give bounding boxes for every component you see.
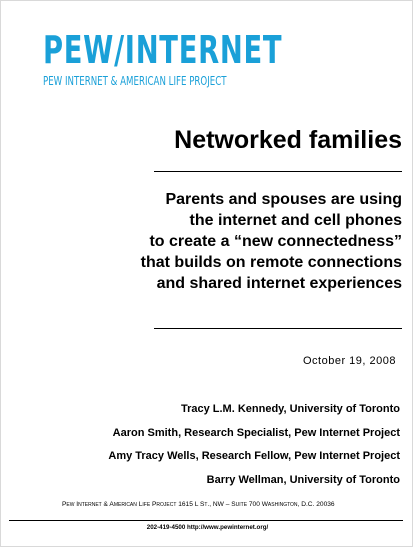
report-title: Networked families	[174, 126, 402, 154]
logo-wordmark: PEW/INTERNET	[43, 28, 283, 72]
report-date: October 19, 2008	[302, 355, 396, 367]
footer-contact: 202-419-4500 http://www.pewinternet.org/	[146, 524, 269, 531]
subtitle-line: the internet and cell phones	[189, 212, 402, 229]
divider-bottom	[9, 520, 403, 521]
author-line: Amy Tracy Wells, Research Fellow, Pew Internet Project	[108, 450, 400, 463]
subtitle-line: that builds on remote connections	[140, 254, 402, 271]
logo-tagline: PEW INTERNET & AMERICAN LIFE PROJECT	[43, 74, 227, 88]
subtitle-line: Parents and spouses are using	[165, 191, 402, 208]
divider-middle	[154, 328, 402, 329]
pew-internet-logo	[43, 28, 375, 88]
author-list	[108, 398, 400, 492]
subtitle-line: and shared internet experiences	[156, 275, 402, 292]
report-subtitle	[102, 189, 402, 294]
divider-top	[154, 171, 402, 172]
author-line: Aaron Smith, Research Specialist, Pew Internet Project	[112, 426, 400, 439]
footer-address: Pew Internet & American Life Project 1615 L St., NW – Suite 700 Washington, D.C. 20036	[62, 501, 335, 508]
author-line: Tracy L.M. Kennedy, University of Toronto	[180, 403, 400, 415]
author-line: Barry Wellman, University of Toronto	[206, 473, 400, 486]
subtitle-line: to create a “new connectedness”	[149, 233, 402, 250]
